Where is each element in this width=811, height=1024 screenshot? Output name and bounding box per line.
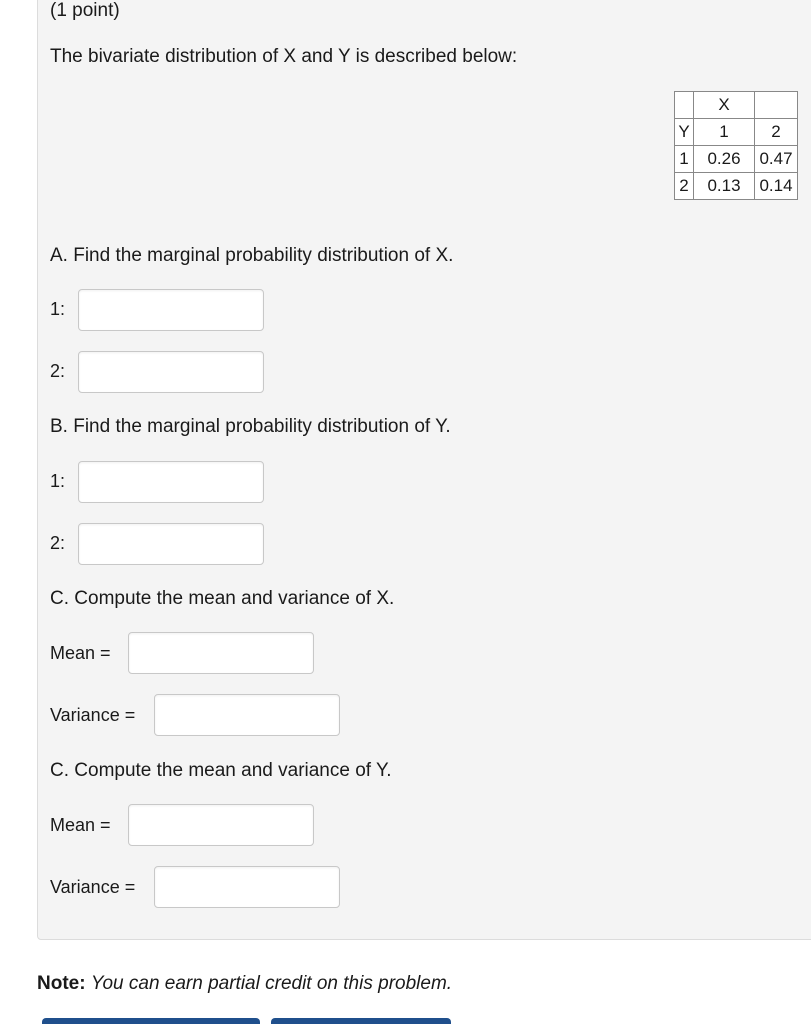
y-value-cell: 1 bbox=[675, 146, 694, 173]
probability-cell: 0.26 bbox=[694, 146, 755, 173]
part-b-label-1: 1: bbox=[50, 471, 66, 491]
table-row bbox=[675, 173, 798, 200]
corner-cell bbox=[675, 92, 694, 119]
marginal-y-2-input[interactable] bbox=[78, 523, 264, 565]
variance-y-input[interactable] bbox=[154, 866, 340, 908]
probability-cell: 0.14 bbox=[755, 173, 798, 200]
part-a-label-2: 2: bbox=[50, 361, 66, 381]
x-header-cell: X bbox=[694, 92, 755, 119]
part-c-x-prompt: C. Compute the mean and variance of X. bbox=[50, 588, 395, 609]
partial-credit-note bbox=[37, 972, 452, 996]
point-value: (1 point) bbox=[50, 0, 120, 21]
preview-answers-button[interactable] bbox=[42, 1018, 260, 1024]
table-row bbox=[675, 119, 798, 146]
mean-x-label: Mean = bbox=[50, 643, 111, 663]
problem-intro: The bivariate distribution of X and Y is described below: bbox=[50, 46, 518, 67]
x-value-cell: 2 bbox=[755, 119, 798, 146]
marginal-x-1-input[interactable] bbox=[78, 289, 264, 331]
mean-y-input[interactable] bbox=[128, 804, 314, 846]
y-value-cell: 2 bbox=[675, 173, 694, 200]
x-header-empty-cell bbox=[755, 92, 798, 119]
note-bold-label: Note: bbox=[37, 973, 86, 994]
mean-x-input[interactable] bbox=[128, 632, 314, 674]
part-b-prompt: B. Find the marginal probability distribution of Y. bbox=[50, 416, 451, 437]
bivariate-distribution-table bbox=[674, 91, 798, 200]
marginal-y-1-input[interactable] bbox=[78, 461, 264, 503]
part-b-label-2: 2: bbox=[50, 533, 66, 553]
variance-x-input[interactable] bbox=[154, 694, 340, 736]
submit-answers-button[interactable] bbox=[271, 1018, 451, 1024]
marginal-x-2-input[interactable] bbox=[78, 351, 264, 393]
table-row bbox=[675, 146, 798, 173]
part-c-y-prompt: C. Compute the mean and variance of Y. bbox=[50, 760, 392, 781]
variance-x-label: Variance = bbox=[50, 705, 136, 725]
variance-y-label: Variance = bbox=[50, 877, 136, 897]
note-text: You can earn partial credit on this problem. bbox=[90, 973, 453, 994]
x-value-cell: 1 bbox=[694, 119, 755, 146]
probability-cell: 0.47 bbox=[755, 146, 798, 173]
y-header-cell: Y bbox=[675, 119, 694, 146]
mean-y-label: Mean = bbox=[50, 815, 111, 835]
table-row bbox=[675, 92, 798, 119]
part-a-label-1: 1: bbox=[50, 299, 66, 319]
probability-cell: 0.13 bbox=[694, 173, 755, 200]
part-a-prompt: A. Find the marginal probability distribution of X. bbox=[50, 245, 454, 266]
